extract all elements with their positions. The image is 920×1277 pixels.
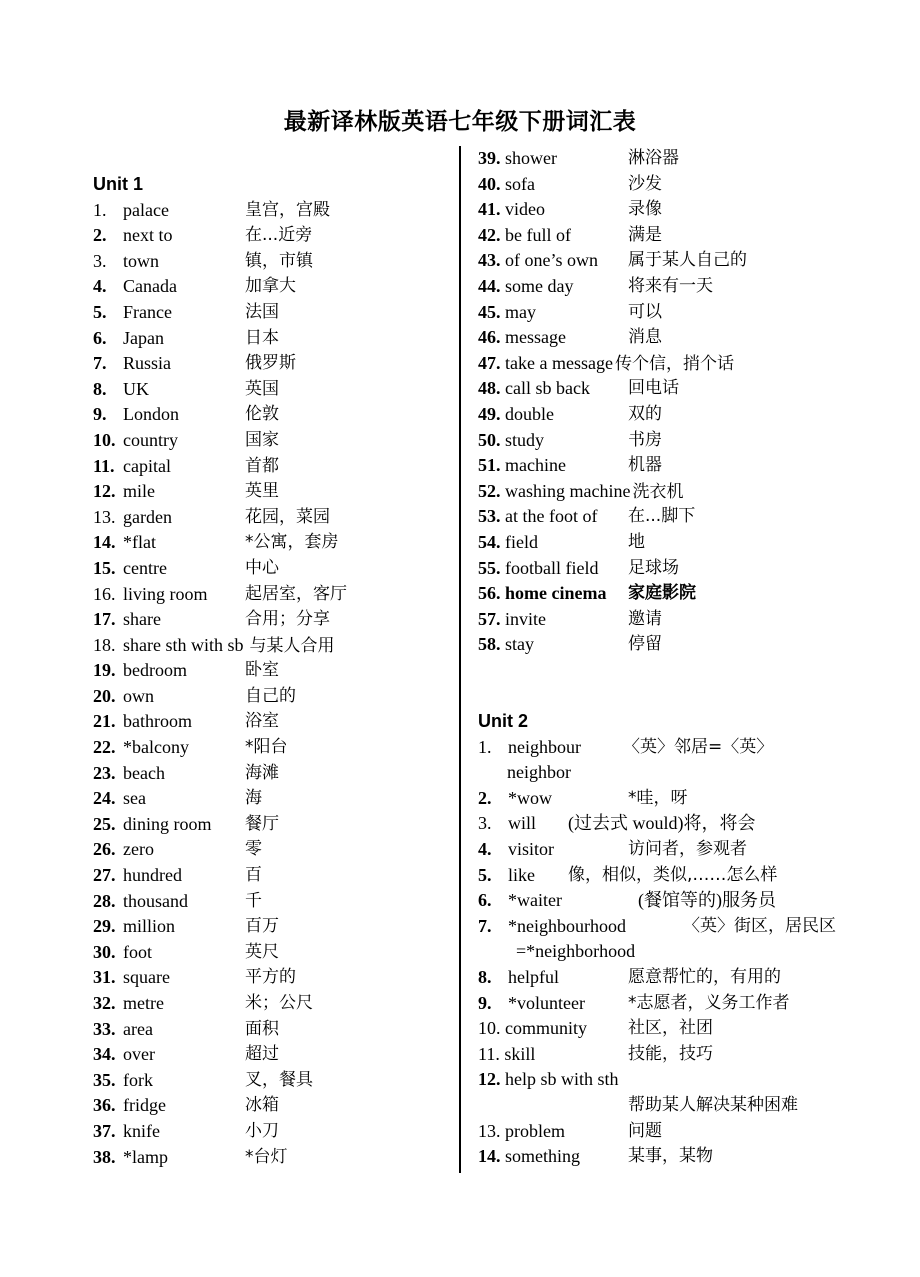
english-word: message	[505, 327, 566, 348]
list-item	[478, 351, 878, 377]
english-word: football field	[505, 557, 599, 578]
item-number: 9.	[93, 404, 107, 425]
chinese-meaning: 俄罗斯	[245, 353, 296, 374]
list-item: 13. problem 问题	[478, 1120, 662, 1141]
item-number: 46.	[478, 327, 501, 348]
english-word: may	[505, 301, 536, 322]
chinese-meaning: 将来有一天	[628, 275, 713, 296]
english-word: double	[505, 403, 554, 424]
english-word: home cinema	[505, 583, 607, 604]
chinese-meaning: 花园，菜园	[245, 506, 330, 527]
english-word: *lamp	[123, 1146, 168, 1167]
english-word: Canada	[123, 276, 177, 297]
list-item	[93, 300, 453, 326]
list-item	[93, 1068, 453, 1094]
english-word: study	[505, 429, 545, 450]
item-number: 14.	[93, 532, 116, 553]
item-number: 26.	[93, 839, 116, 860]
chinese-meaning: 百	[245, 865, 262, 886]
english-word: hundred	[123, 865, 182, 886]
item-number: 29.	[93, 916, 116, 937]
chinese-meaning: 沙发	[628, 173, 662, 194]
list-item	[478, 453, 878, 479]
item-number: 7.	[93, 353, 107, 374]
list-item	[93, 633, 453, 659]
item-number: 39.	[478, 148, 501, 168]
english-word: town	[123, 250, 159, 271]
chinese-meaning: 首都	[245, 455, 279, 476]
english-word: *flat	[123, 532, 156, 553]
english-word: thousand	[123, 890, 188, 911]
item-number: 31.	[93, 967, 116, 988]
english-word: call sb back	[505, 378, 590, 399]
item-number: 51.	[478, 455, 501, 476]
list-item	[478, 146, 878, 172]
list-item	[478, 632, 878, 658]
item-number: 47.	[478, 352, 501, 373]
list-item	[478, 197, 878, 223]
english-word: area	[123, 1018, 153, 1039]
chinese-meaning: 卧室	[245, 660, 279, 681]
item-number: 18.	[93, 634, 116, 655]
list-item	[93, 1042, 453, 1068]
item-number: 55.	[478, 557, 501, 578]
list-item	[93, 1145, 453, 1171]
chinese-meaning: 英里	[245, 481, 279, 502]
chinese-meaning: 与某人合用	[249, 635, 335, 656]
vocab-list-unit1-part1	[93, 198, 453, 1171]
list-item	[93, 1017, 453, 1043]
chinese-meaning: 海滩	[245, 762, 279, 783]
english-word: palace	[123, 199, 169, 220]
chinese-meaning: *台灯	[245, 1146, 288, 1167]
list-item	[93, 505, 453, 531]
column-divider	[459, 146, 461, 1173]
english-word: Russia	[123, 353, 172, 374]
item-number: 35.	[93, 1069, 116, 1090]
item-number: 6.	[93, 327, 107, 348]
english-word: living room	[123, 583, 208, 604]
list-item: 11. skill 技能，技巧	[478, 1043, 713, 1064]
item-number: 42.	[478, 224, 501, 245]
item-number: 8.	[93, 378, 107, 399]
item-number: 11.	[93, 455, 115, 476]
list-item-continuation: 帮助某人解决某种困难	[628, 1094, 798, 1115]
item-number: 21.	[93, 711, 116, 732]
list-item-continuation: =*neighborhood	[516, 941, 636, 962]
list-item	[93, 223, 453, 249]
item-number: 41.	[478, 199, 501, 220]
english-word: mile	[123, 481, 155, 502]
item-number: 13.	[93, 506, 116, 527]
english-word: share sth with sb	[123, 634, 244, 655]
chinese-meaning: 小刀	[245, 1120, 279, 1141]
chinese-meaning: *阳台	[245, 737, 288, 758]
list-item	[93, 684, 453, 710]
list-item	[478, 428, 878, 454]
chinese-meaning: *公寓，套房	[245, 532, 339, 553]
list-item: 14. something 某事，某物	[478, 1146, 713, 1167]
list-item	[93, 1119, 453, 1145]
list-item	[478, 504, 878, 530]
english-word: sea	[123, 788, 146, 809]
item-number: 5.	[93, 301, 107, 322]
english-word: stay	[505, 634, 534, 655]
english-word: sofa	[505, 173, 535, 194]
chinese-meaning: 零	[245, 839, 262, 860]
chinese-meaning: 消息	[628, 327, 662, 348]
list-item	[93, 402, 453, 428]
chinese-meaning: 在...脚下	[628, 506, 696, 527]
english-word: next to	[123, 225, 173, 246]
english-word: beach	[123, 762, 165, 783]
item-number: 20.	[93, 685, 116, 706]
english-word: of one’s own	[505, 250, 598, 271]
list-item	[93, 889, 453, 915]
chinese-meaning: 邀请	[628, 608, 662, 629]
list-item	[93, 837, 453, 863]
item-number: 53.	[478, 506, 501, 527]
english-word: video	[505, 199, 545, 220]
item-number: 38.	[93, 1146, 116, 1167]
item-number: 36.	[93, 1095, 116, 1116]
english-word: capital	[123, 455, 171, 476]
chinese-meaning: 书房	[628, 429, 662, 450]
list-item	[478, 223, 878, 249]
item-number: 56.	[478, 583, 501, 604]
list-item	[93, 761, 453, 787]
chinese-meaning: 录像	[628, 199, 662, 220]
list-item	[478, 325, 878, 351]
list-item	[93, 249, 453, 275]
chinese-meaning: 千	[245, 890, 262, 911]
item-number: 37.	[93, 1120, 116, 1141]
chinese-meaning: 回电话	[628, 378, 679, 399]
chinese-meaning: 英国	[245, 378, 279, 399]
vocab-list-unit2	[478, 735, 878, 1170]
list-item: 7. *neighbourhood 〈英〉街区，居民区	[478, 915, 836, 936]
item-number: 44.	[478, 275, 501, 296]
list-item	[93, 326, 453, 352]
list-item	[93, 863, 453, 889]
list-item	[93, 914, 453, 940]
english-word: France	[123, 301, 172, 322]
list-item	[478, 479, 878, 505]
english-word: centre	[123, 557, 167, 578]
item-number: 45.	[478, 301, 501, 322]
english-word: field	[505, 531, 538, 552]
item-number: 34.	[93, 1044, 116, 1065]
english-word: knife	[123, 1120, 160, 1141]
chinese-meaning: 自己的	[245, 685, 296, 706]
chinese-meaning: 国家	[245, 429, 279, 450]
list-item	[93, 428, 453, 454]
chinese-meaning: 属于某人自己的	[628, 250, 747, 271]
chinese-meaning: 海	[245, 788, 262, 809]
list-item: 12. help sb with sth	[478, 1069, 619, 1090]
chinese-meaning: 面积	[245, 1018, 279, 1039]
list-item	[478, 274, 878, 300]
list-item	[478, 248, 878, 274]
english-word: washing machine	[505, 480, 631, 501]
right-column	[478, 146, 878, 1170]
item-number: 30.	[93, 941, 116, 962]
list-item	[478, 172, 878, 198]
chinese-meaning: 淋浴器	[628, 148, 679, 168]
english-word: fork	[123, 1069, 153, 1090]
item-number: 10.	[93, 429, 116, 450]
english-word: shower	[505, 148, 557, 168]
list-item: 4. visitor 访问者，参观者	[478, 839, 747, 860]
english-word: bathroom	[123, 711, 192, 732]
chinese-meaning: 日本	[245, 327, 279, 348]
list-item	[93, 530, 453, 556]
item-number: 12.	[93, 481, 116, 502]
list-item	[93, 1093, 453, 1119]
list-item	[93, 454, 453, 480]
list-item	[93, 786, 453, 812]
chinese-meaning: 皇宫，宫殿	[245, 199, 330, 220]
english-word: square	[123, 967, 170, 988]
english-word: machine	[505, 455, 566, 476]
chinese-meaning: 餐厅	[245, 813, 279, 834]
english-word: share	[123, 609, 161, 630]
list-item	[478, 376, 878, 402]
english-word: *balcony	[123, 737, 189, 758]
list-item: 5. like 像，相似，类似,……怎么样	[478, 864, 778, 885]
list-item	[93, 735, 453, 761]
english-word: zero	[123, 839, 154, 860]
item-number: 57.	[478, 608, 501, 629]
list-item	[93, 582, 453, 608]
chinese-meaning: 传个信，捎个话	[614, 353, 734, 374]
chinese-meaning: 冰箱	[245, 1095, 279, 1116]
english-word: country	[123, 429, 178, 450]
chinese-meaning: 双的	[628, 403, 662, 424]
unit-1-heading: Unit 1	[93, 174, 144, 194]
item-number: 40.	[478, 173, 501, 194]
list-item	[93, 556, 453, 582]
chinese-meaning: 米；公尺	[245, 993, 313, 1013]
english-word: Japan	[123, 327, 164, 348]
chinese-meaning: 镇，市镇	[245, 250, 313, 271]
item-number: 4.	[93, 276, 107, 297]
list-item	[478, 530, 878, 556]
chinese-meaning: 满是	[628, 224, 662, 245]
list-item	[478, 402, 878, 428]
list-item	[93, 991, 453, 1017]
list-item	[93, 607, 453, 633]
list-item: 8. helpful 愿意帮忙的，有用的	[478, 967, 781, 987]
english-word: metre	[123, 993, 164, 1013]
item-number: 32.	[93, 993, 116, 1013]
english-word: invite	[505, 608, 546, 629]
english-word: bedroom	[123, 660, 187, 681]
chinese-meaning: 伦敦	[245, 404, 279, 425]
list-item	[93, 709, 453, 735]
list-item	[93, 965, 453, 991]
chinese-meaning: 浴室	[245, 711, 279, 732]
item-number: 58.	[478, 634, 501, 655]
chinese-meaning: 在...近旁	[245, 225, 313, 246]
item-number: 52.	[478, 480, 501, 501]
list-item	[93, 198, 453, 224]
item-number: 25.	[93, 813, 116, 834]
list-item: 1. neighbour 〈英〉邻居=〈英〉	[478, 736, 774, 757]
list-item	[93, 377, 453, 403]
left-column	[93, 172, 453, 1170]
chinese-meaning: 超过	[245, 1044, 279, 1065]
chinese-meaning: 停留	[628, 634, 662, 655]
item-number: 43.	[478, 250, 501, 271]
chinese-meaning: 合用；分享	[245, 609, 330, 630]
vocab-list-unit1-part2	[478, 146, 878, 658]
english-word: take a message	[505, 352, 613, 373]
chinese-meaning: 家庭影院	[628, 583, 696, 604]
item-number: 2.	[93, 225, 107, 246]
item-number: 27.	[93, 865, 116, 886]
list-item	[93, 351, 453, 377]
list-item: 6. *waiter (餐馆等的)服务员	[478, 890, 776, 911]
item-number: 3.	[93, 250, 107, 271]
item-number: 50.	[478, 429, 501, 450]
item-number: 54.	[478, 531, 501, 552]
chinese-meaning: 加拿大	[245, 276, 296, 297]
list-item	[478, 581, 878, 607]
item-number: 48.	[478, 378, 501, 399]
item-number: 1.	[93, 199, 107, 220]
english-word: be full of	[505, 224, 571, 245]
chinese-meaning: 英尺	[245, 941, 279, 962]
chinese-meaning: 中心	[245, 557, 279, 578]
list-item	[93, 658, 453, 684]
item-number: 22.	[93, 737, 116, 758]
chinese-meaning: 洗衣机	[632, 481, 684, 502]
list-item	[93, 812, 453, 838]
list-item	[93, 940, 453, 966]
page-title: 最新译林版英语七年级下册词汇表	[283, 109, 637, 135]
chinese-meaning: 可以	[628, 301, 662, 322]
item-number: 28.	[93, 890, 116, 911]
item-number: 19.	[93, 660, 116, 681]
chinese-meaning: 法国	[245, 301, 279, 322]
chinese-meaning: 平方的	[245, 967, 296, 988]
english-word: over	[123, 1044, 155, 1065]
item-number: 24.	[93, 788, 116, 809]
item-number: 33.	[93, 1018, 116, 1039]
item-number: 17.	[93, 609, 116, 630]
list-item: 2. *wow *哇，呀	[478, 787, 688, 808]
list-item	[93, 274, 453, 300]
english-word: million	[123, 916, 176, 937]
spacer	[478, 658, 878, 709]
english-word: London	[123, 404, 179, 425]
item-number: 23.	[93, 762, 116, 783]
list-item: 10. community 社区，社团	[478, 1018, 713, 1039]
english-word: foot	[123, 941, 152, 962]
list-item	[93, 479, 453, 505]
chinese-meaning: 地	[628, 531, 645, 552]
list-item: 9. *volunteer *志愿者，义务工作者	[478, 992, 790, 1013]
english-word: at the foot of	[505, 506, 598, 527]
chinese-meaning: 机器	[628, 455, 662, 476]
english-word: own	[123, 685, 154, 706]
chinese-meaning: 百万	[245, 916, 279, 937]
chinese-meaning: 足球场	[628, 557, 679, 578]
item-number: 16.	[93, 583, 116, 604]
chinese-meaning: 叉，餐具	[245, 1069, 313, 1090]
list-item: 3. will (过去式 would)将，将会	[478, 813, 756, 834]
list-item-continuation: neighbor	[507, 762, 571, 783]
list-item	[478, 556, 878, 582]
english-word: dining room	[123, 813, 212, 834]
english-word: UK	[123, 378, 149, 399]
chinese-meaning: 起居室，客厅	[245, 583, 347, 604]
list-item	[478, 300, 878, 326]
english-word: fridge	[123, 1095, 166, 1116]
list-item	[478, 607, 878, 633]
item-number: 49.	[478, 403, 501, 424]
english-word: garden	[123, 506, 172, 527]
item-number: 15.	[93, 557, 116, 578]
english-word: some day	[505, 275, 574, 296]
unit-2-heading: Unit 2	[478, 711, 529, 732]
